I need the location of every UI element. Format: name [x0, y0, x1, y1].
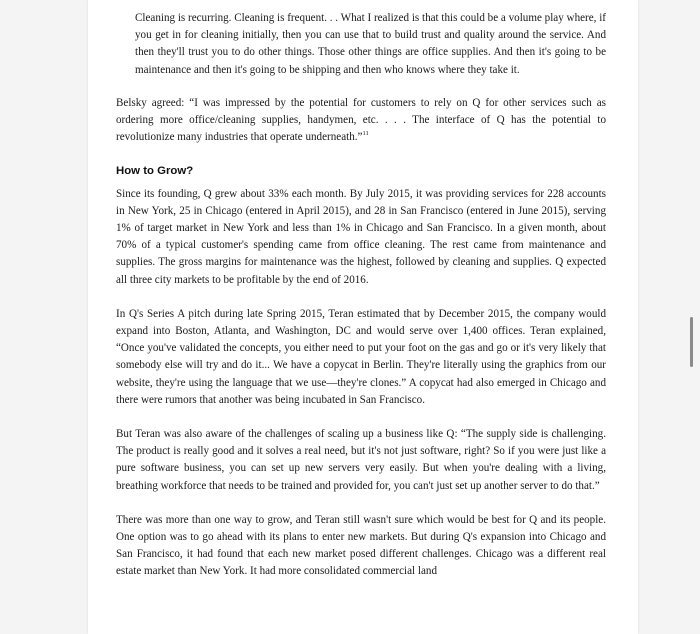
block-quote: Cleaning is recurring. Cleaning is frequent. . . What I realized is that this could be a volume play where, if you get in for cleaning initially, then you can use that to build trust and quality around the service. And then they'll trust you to do other things. Those other things are office supplies. And then it's going to be maintenance and then it's going to be shipping and then who knows where they take it. [135, 12, 606, 76]
page-content [116, 10, 606, 598]
section-heading: How to Grow? [116, 165, 194, 178]
vertical-scrollbar[interactable] [690, 317, 693, 367]
document-page [88, 0, 638, 634]
footnote-marker: 11 [362, 130, 369, 138]
growth-paragraph: Since its founding, Q grew about 33% each month. By July 2015, it was providing services for 228 accounts in New York, 25 in Chicago (entered in April 2015), and 28 in San Francisco (entered in June 2015), serving 1% of target market in New York and less than 1% in Chicago and San Francisco. In a given month, about 70% of a typical customer's spending came from office cleaning. The rest came from maintenance and supplies. The gross margins for maintenance was the highest, followed by cleaning and supplies. Q expected all three city markets to be profitable by the end of 2016. [116, 187, 606, 286]
scaling-paragraph: But Teran was also aware of the challenges of scaling up a business like Q: “The supply side is challenging. The product is really good and it solves a real need, but it's not just software, right? So if you were just like a pure software business, you can set up new servers very easily. But when you're dealing with a living, breathing workforce that needs to be trained and provided for, you can't just set up another server to do that.” [116, 428, 606, 492]
belsky-paragraph [116, 95, 606, 147]
belsky-text: Belsky agreed: “I was impressed by the potential for customers to rely on Q for other services such as ordering more office/cleaning supplies, handymen, etc. . . . The interface of Q has the potential to revolutionize many industries that operate underneath.” [116, 96, 606, 144]
series-a-paragraph: In Q's Series A pitch during late Spring 2015, Teran estimated that by December 2015, the company would expand into Boston, Atlanta, and Washington, DC and would serve over 1,400 offices. Teran explained, “Once you've validated the concepts, you either need to put your foot on the gas and go or it's very likely that somebody else will try and do it... We have a copycat in Berlin. They're literally using the graphics from our website, they're using the language that we use—they're clones.” A copycat had also emerged in Chicago and there were rumors that another was being incubated in San Francisco. [116, 307, 606, 406]
options-paragraph: There was more than one way to grow, and Teran still wasn't sure which would be best for Q and its people. One option was to go ahead with its plans to enter new markets. But during Q's expansion into Chicago and San Francisco, it had found that each new market posed different challenges. Chicago was a different real estate market than New York. It had more consolidated commercial land [116, 513, 606, 578]
